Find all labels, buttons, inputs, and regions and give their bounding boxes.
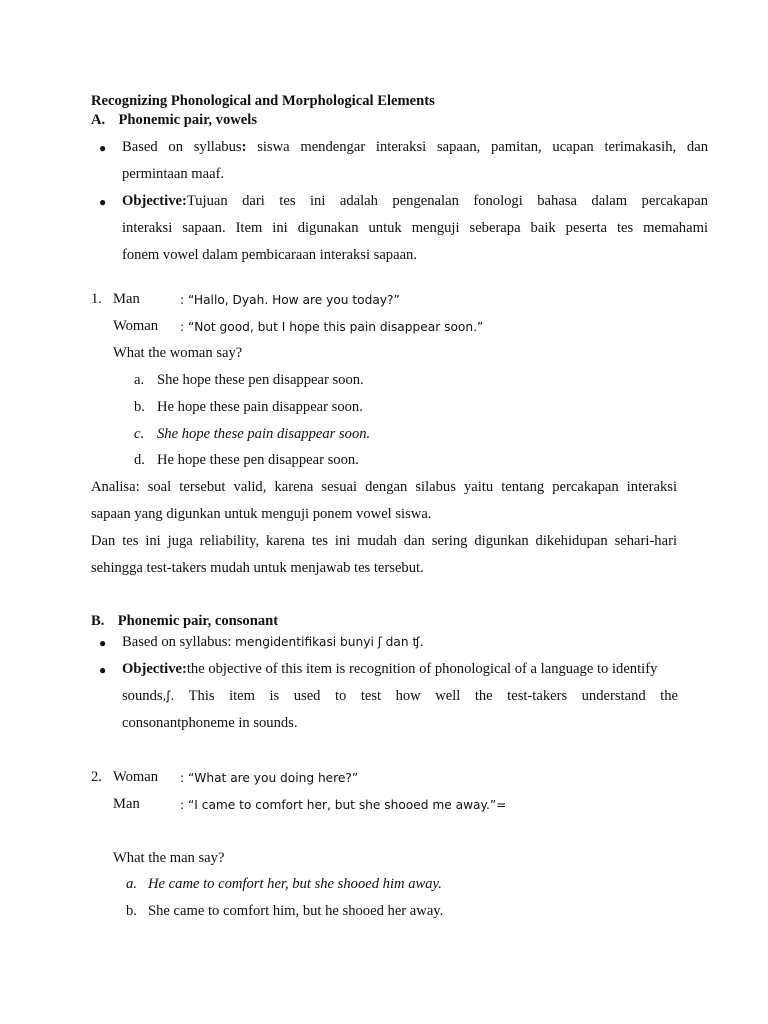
- option-text-correct: She hope these pain disappear soon.: [157, 426, 371, 442]
- option-text: He hope these pain disappear soon.: [157, 399, 363, 415]
- option-letter: a.: [134, 372, 145, 388]
- option-letter: b.: [134, 399, 145, 415]
- analysis-line-4: sehingga test-takers mudah untuk menjawab tes tersebut.: [91, 560, 424, 576]
- question-1-speaker-2: Woman: [113, 318, 159, 334]
- bullet-icon: ●: [99, 663, 107, 677]
- section-a-bullet-2-line-3: fonem vowel dalam pembicaraan interaksi sapaan.: [122, 247, 417, 263]
- option-letter: b.: [126, 903, 137, 919]
- objective-label: Objective:: [122, 661, 187, 677]
- question-1-speaker-1: Man: [113, 291, 140, 307]
- section-b-bullet-2-line-3: consonantphoneme in sounds.: [122, 715, 298, 731]
- question-2-dialogue-2: : “I came to comfort her, but she shooed me away.”=: [180, 798, 507, 812]
- analysis-line-1: Analisa: soal tersebut valid, karena sesuai dengan silabus yaitu tentang percakapan interaksi: [91, 479, 677, 495]
- analysis-line-3: Dan tes ini juga reliability, karena tes ini mudah dan sering digunkan dikehidupan sehari-hari: [91, 533, 677, 549]
- option-letter-correct: a.: [126, 876, 137, 892]
- section-a-bullet-2-line-2: interaksi sapaan. Item ini digunakan untuk menguji seberapa baik peserta tes memahami: [122, 220, 708, 236]
- question-1-dialogue-1: : “Hallo, Dyah. How are you today?”: [180, 293, 400, 307]
- bullet-icon: ●: [99, 195, 107, 209]
- section-a-letter: A.: [91, 112, 106, 128]
- syllabus-text: siswa mendengar interaksi sapaan, pamitan, ucapan terimakasih, dan: [246, 139, 708, 155]
- document-title: Recognizing Phonological and Morphological Elements: [91, 93, 435, 109]
- question-1-dialogue-2: : “Not good, but I hope this pain disappear soon.”: [180, 320, 484, 334]
- sounds-text: sounds: [122, 688, 163, 704]
- objective-label: Objective:: [122, 193, 187, 209]
- syllabus-colon: :: [241, 139, 247, 155]
- section-b-bullet-2-line-1: [122, 661, 657, 678]
- question-1-prompt: What the woman say?: [113, 345, 243, 361]
- section-a-title: Phonemic pair, vowels: [118, 112, 258, 128]
- section-a-heading: [91, 112, 257, 129]
- section-b-bullet-1: [122, 634, 424, 651]
- section-b-heading: [91, 613, 278, 630]
- option-text: She came to comfort him, but he shooed her away.: [148, 903, 444, 919]
- option-text: She hope these pen disappear soon.: [157, 372, 364, 388]
- option-text-correct: He came to comfort her, but she shooed him away.: [148, 876, 442, 892]
- bullet-icon: ●: [99, 636, 107, 650]
- section-b-letter: B.: [91, 613, 105, 629]
- question-1-number: 1.: [91, 291, 102, 307]
- objective-text: the objective of this item is recognition of phonological of a language to identify: [186, 661, 658, 677]
- syllabus-prefix: Based on syllabus:: [122, 634, 236, 650]
- phoneme-symbol: ,ʃ.: [162, 689, 175, 703]
- question-2-number: 2.: [91, 769, 102, 785]
- syllabus-label: Based on syllabus: [122, 139, 242, 155]
- syllabus-text: mengidentifikasi bunyi ʃ dan ʧ.: [235, 635, 424, 649]
- option-letter: d.: [134, 452, 145, 468]
- objective-text: Tujuan dari tes ini adalah pengenalan fonologi bahasa dalam percakapan: [186, 193, 708, 209]
- section-a-bullet-1-line-1: [122, 139, 708, 156]
- analysis-line-2: sapaan yang digunkan untuk menguji ponem vowel siswa.: [91, 506, 432, 522]
- option-text: He hope these pen disappear soon.: [157, 452, 359, 468]
- question-2-dialogue-1: : “What are you doing here?”: [180, 771, 359, 785]
- section-a-bullet-1-line-2: permintaan maaf.: [122, 166, 225, 182]
- section-b-bullet-2-line-2: [122, 688, 678, 705]
- question-2-prompt: What the man say?: [113, 850, 225, 866]
- bullet-icon: ●: [99, 141, 107, 155]
- question-2-speaker-2: Man: [113, 796, 140, 812]
- objective-text-cont: This item is used to test how well the test-takers understand the: [174, 688, 678, 704]
- question-2-speaker-1: Woman: [113, 769, 159, 785]
- option-letter-correct: c.: [134, 426, 145, 442]
- section-b-title: Phonemic pair, consonant: [117, 613, 279, 629]
- section-a-bullet-2-line-1: [122, 193, 708, 210]
